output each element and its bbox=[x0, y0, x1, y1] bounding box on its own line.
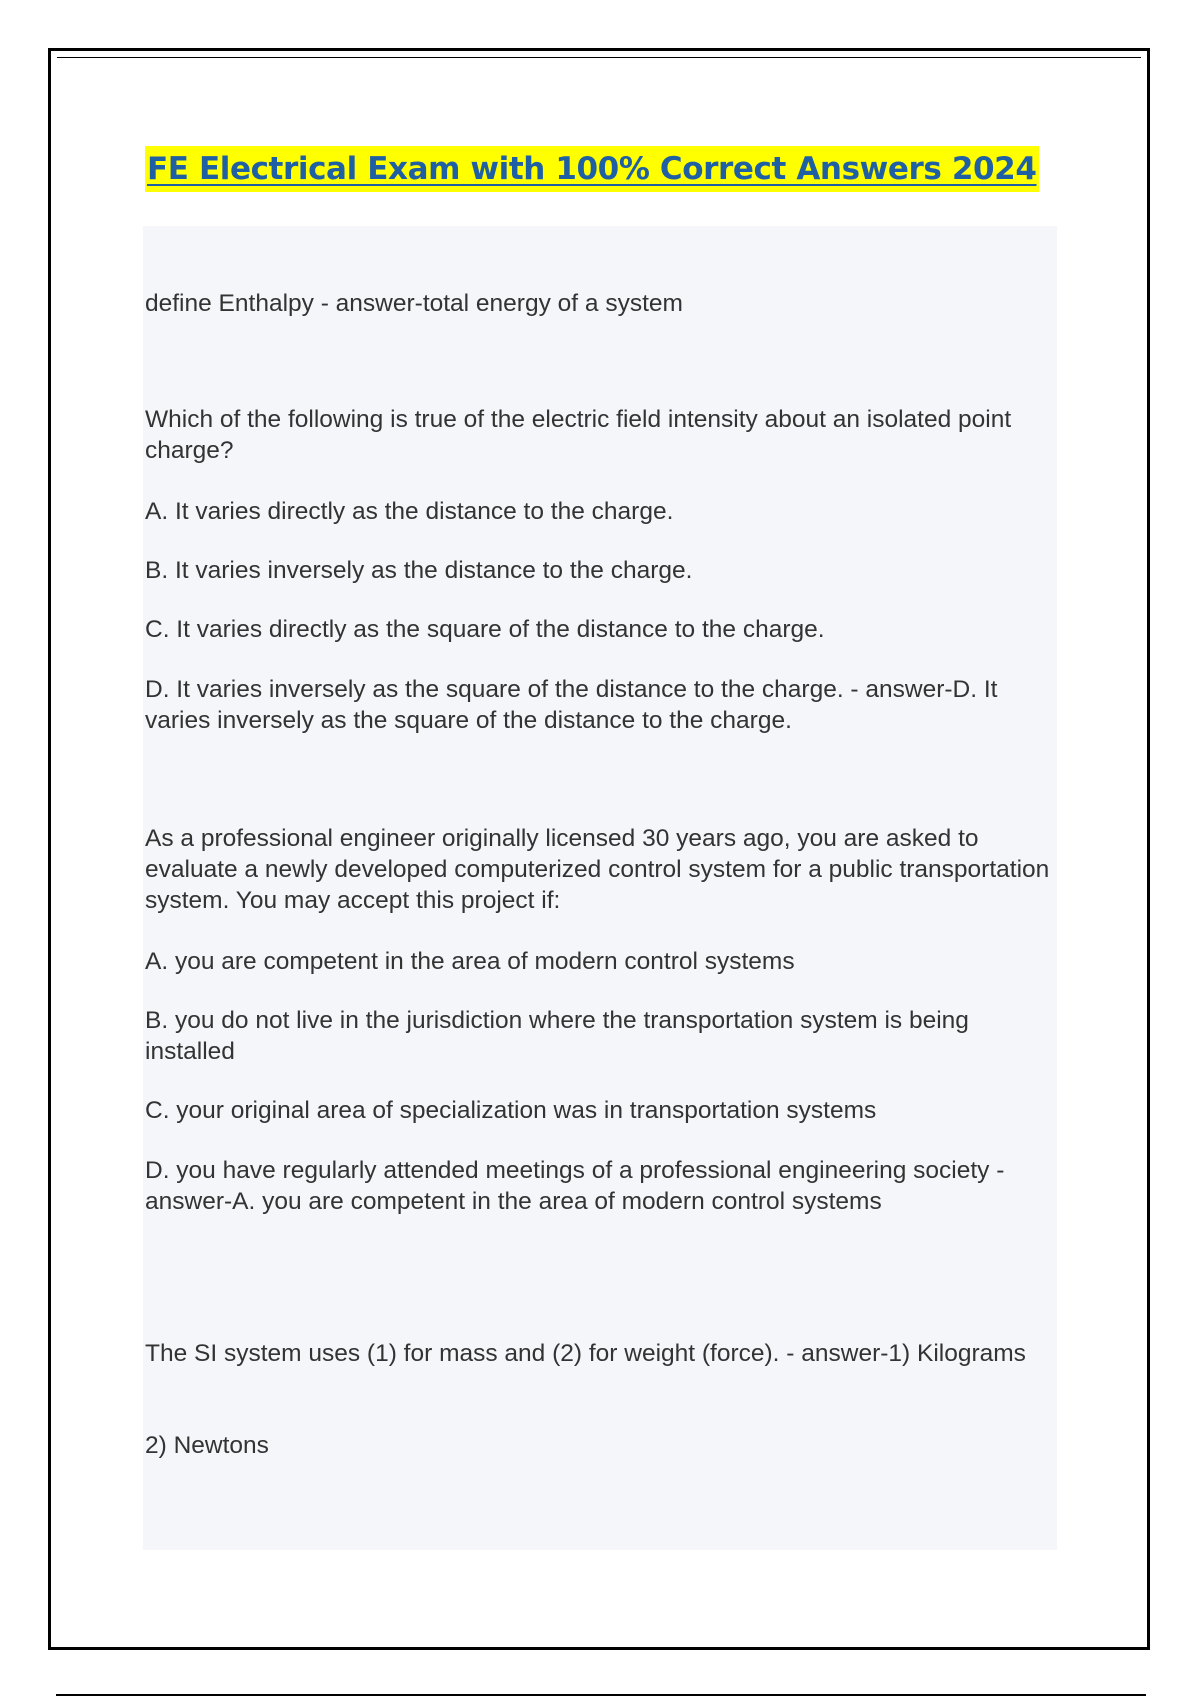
option-c: C. It varies directly as the square of the distance to the charge. bbox=[145, 616, 825, 643]
option-d-with-answer: D. you have regularly attended meetings of a professional engineering society - answer-A. you are competent in the area of modern control systems bbox=[145, 1157, 1005, 1215]
option-b: B. It varies inversely as the distance to the charge. bbox=[145, 557, 693, 584]
option-a: A. It varies directly as the distance to the charge. bbox=[145, 498, 674, 525]
option-c: C. your original area of specialization was in transportation systems bbox=[145, 1097, 877, 1124]
qa-content-area bbox=[143, 226, 1057, 1550]
question-text: Which of the following is true of the electric field intensity about an isolated point charge? bbox=[145, 406, 1012, 464]
page-border-inner-rule bbox=[57, 57, 1141, 58]
qa-paragraph: define Enthalpy - answer-total energy of a system bbox=[145, 290, 683, 317]
option-a: A. you are competent in the area of modern control systems bbox=[145, 948, 795, 975]
footer-rule bbox=[56, 1694, 1146, 1696]
document-title: FE Electrical Exam with 100% Correct Answers 2024 bbox=[145, 146, 1039, 192]
question-text: The SI system uses (1) for mass and (2) for weight (force). - answer-1) Kilograms bbox=[145, 1340, 1026, 1367]
option-b: B. you do not live in the jurisdiction where the transportation system is being installed bbox=[145, 1007, 969, 1065]
option-d-with-answer: D. It varies inversely as the square of the distance to the charge. - answer-D. It varies inversely as the square of the distance to the charge. bbox=[145, 676, 998, 734]
answer-line: 2) Newtons bbox=[145, 1432, 269, 1459]
question-text: As a professional engineer originally licensed 30 years ago, you are asked to evaluate a newly developed computerized control system for a public transportation system. You may accept this project if: bbox=[145, 825, 1050, 914]
